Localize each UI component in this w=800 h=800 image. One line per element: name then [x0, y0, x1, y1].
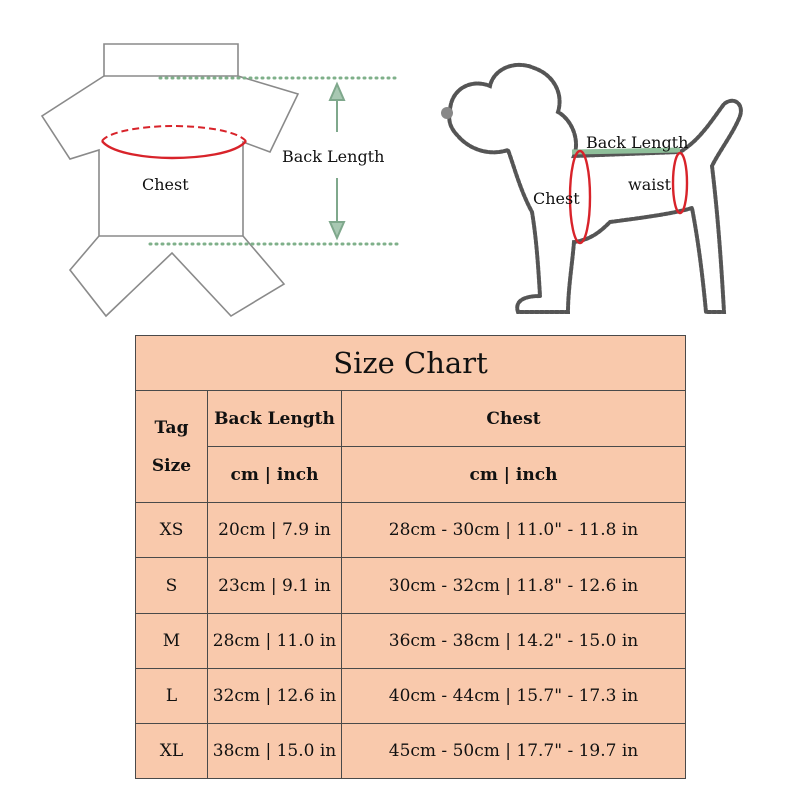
- back-length-cell: 23cm | 9.1 in: [208, 558, 342, 613]
- dog-waist-line: [673, 153, 687, 213]
- table-row: [136, 503, 686, 558]
- size-cell: S: [136, 558, 208, 613]
- size-cell: XS: [136, 503, 208, 558]
- back-length-unit: cm | inch: [208, 447, 342, 503]
- table-row: [136, 723, 686, 778]
- back-length-cell: 38cm | 15.0 in: [208, 723, 342, 778]
- size-cell: L: [136, 668, 208, 723]
- chest-unit: cm | inch: [342, 447, 686, 503]
- measurement-diagram: [0, 0, 800, 330]
- chest-cell: 36cm - 38cm | 14.2" - 15.0 in: [342, 613, 686, 668]
- table-row: [136, 558, 686, 613]
- chest-cell: 40cm - 44cm | 15.7" - 17.3 in: [342, 668, 686, 723]
- chest-cell: 30cm - 32cm | 11.8" - 12.6 in: [342, 558, 686, 613]
- back-length-cell: 28cm | 11.0 in: [208, 613, 342, 668]
- size-chart-title: Size Chart: [136, 336, 686, 391]
- dog-nose: [441, 107, 453, 119]
- table-row: [136, 613, 686, 668]
- size-chart-table: [135, 335, 686, 779]
- back-length-header: Back Length: [208, 391, 342, 447]
- shirt-back-length-label: Back Length: [282, 147, 385, 166]
- chest-header: Chest: [342, 391, 686, 447]
- chest-cell: 28cm - 30cm | 11.0" - 11.8 in: [342, 503, 686, 558]
- shirt-chest-line: [102, 126, 246, 141]
- shirt-chest-label: Chest: [142, 175, 189, 194]
- dog-back-length-label: Back Length: [586, 133, 689, 152]
- size-cell: M: [136, 613, 208, 668]
- back-length-cell: 32cm | 12.6 in: [208, 668, 342, 723]
- size-cell: XL: [136, 723, 208, 778]
- back-length-cell: 20cm | 7.9 in: [208, 503, 342, 558]
- dog-chest-label: Chest: [533, 189, 580, 208]
- dog-waist-label: waist: [628, 175, 671, 194]
- tag-size-header: Tag Size: [136, 391, 208, 503]
- dog-illustration: [449, 65, 741, 312]
- table-row: [136, 668, 686, 723]
- chest-cell: 45cm - 50cm | 17.7" - 19.7 in: [342, 723, 686, 778]
